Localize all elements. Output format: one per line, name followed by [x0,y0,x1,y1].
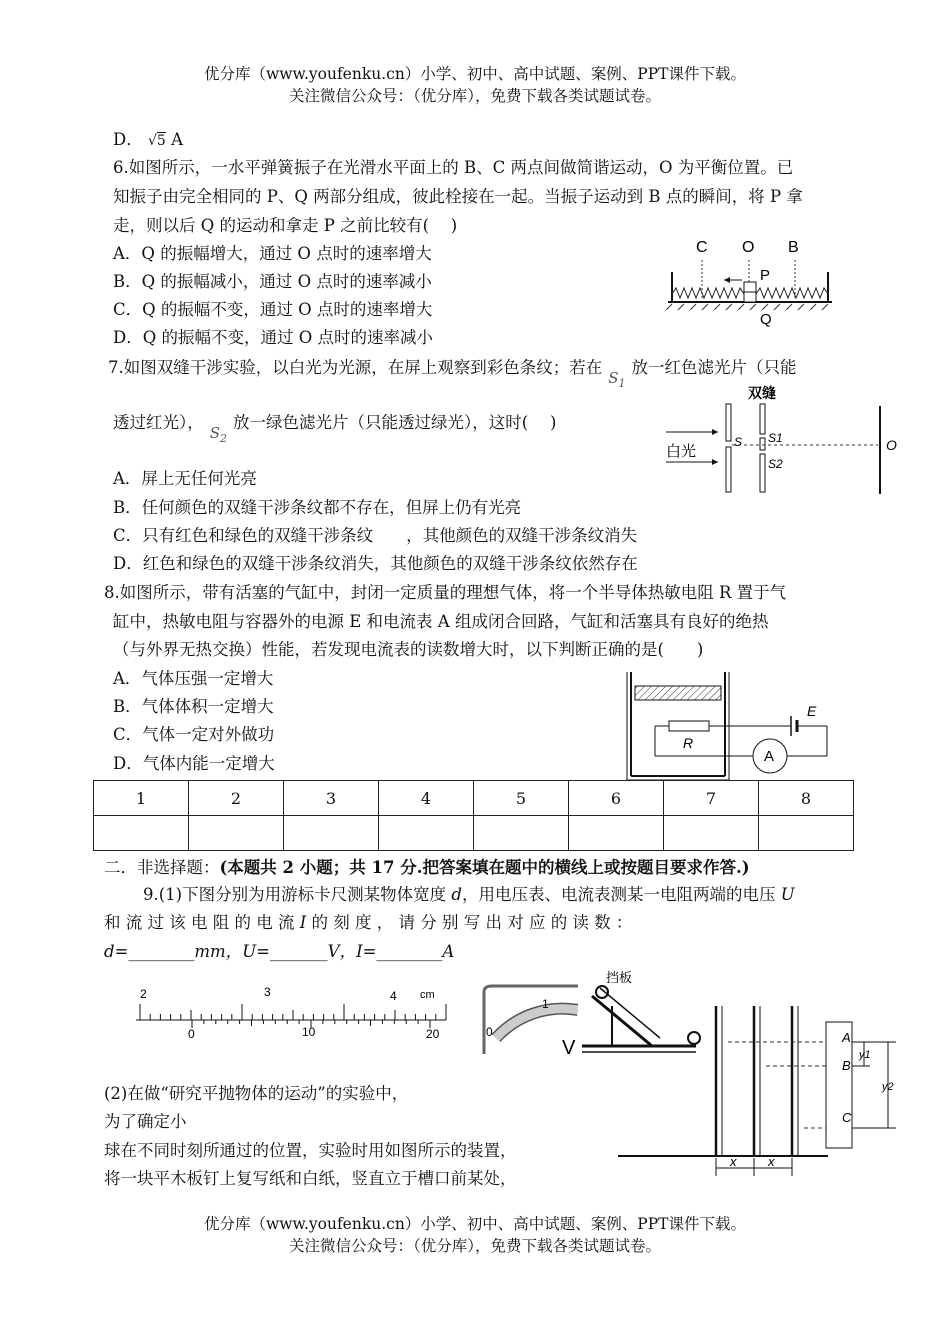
caliper-unit: cm [420,989,435,1001]
answer-cell[interactable] [379,816,474,851]
vernier-caliper-figure [130,978,450,1048]
q6-option-a[interactable]: A．Q 的振幅增大，通过 O 点时的速率增大 [113,244,432,263]
footer-line-1: 优分库（www.youfenku.cn）小学、初中、高中试题、案例、PPT课件下载。 [203,1215,747,1233]
q6-option-d[interactable]: D．Q 的振幅不变，通过 O 点时的速率减小 [113,328,434,347]
q7-option-c[interactable]: C．只有红色和绿色的双缝干涉条纹 ，其他颜色的双缝干涉条纹消失 [113,526,638,545]
s2-symbol [209,424,228,445]
q9-i: I [299,913,307,932]
q9-part2-line-2: 为了确定小 [104,1112,187,1131]
footer-line-2: 关注微信公众号：（优分库），免费下载各类试题试卷。 [288,1237,661,1255]
q6-option-c[interactable]: C．Q 的振幅不变，通过 O 点时的速率增大 [113,300,433,319]
label-point-a: A [842,1030,851,1045]
answer-table-header-row [94,781,854,816]
answer-cell[interactable] [189,816,284,851]
projectile-apparatus-figure [578,966,900,1176]
label-point-c: C [842,1110,852,1125]
meter-unit: V [562,1037,576,1054]
q8-option-a[interactable]: A．气体压强一定增大 [113,669,274,688]
caliper-main-label: 4 [390,989,397,1003]
q6-line-1: 6.如图所示，一水平弹簧振子在光滑水平面上的 B、C 两点间做简谐运动，O 为平衡位置。已 [113,158,794,177]
label-c: C [696,239,708,256]
answer-cell[interactable] [474,816,569,851]
label-s: S [734,435,743,449]
label-q: Q [760,311,772,328]
q9-u: U [780,885,795,904]
section-2-heading [104,854,750,882]
caliper-main-label: 2 [140,987,147,1001]
answer-number: 7 [664,781,759,816]
meter-label: 0 [486,1025,493,1039]
section-2-desc-a: (本题共 2 小题；共 [219,858,372,877]
block-p [744,282,756,292]
gas-cylinder-figure [625,670,835,780]
q9-d: d [451,885,462,904]
q7-line-1 [108,354,797,388]
q7-line-2a: 透过红光）， [113,413,204,432]
answer-table-blank-row [94,816,854,851]
label-baffle: 挡板 [606,970,633,985]
q6-line-2: 知振子由完全相同的 P、Q 两部分组成，彼此栓接在一起。当振子运动到 B 点的瞬间，将 P 拿 [113,187,803,206]
q6-option-b[interactable]: B．Q 的振幅减小，通过 O 点时的速率减小 [113,272,432,291]
label-screen-o: O [886,437,897,453]
answer-number: 5 [474,781,569,816]
header-line-1: 优分库（www.youfenku.cn）小学、初中、高中试题、案例、PPT课件下载。 [203,65,747,83]
caliper-vernier-label: 20 [426,1027,440,1041]
answer-number: 1 [94,781,189,816]
answer-cell[interactable] [94,816,189,851]
answer-cell[interactable] [664,816,759,851]
spring-oscillator-figure [660,232,845,332]
label-y1: y1 [859,1049,871,1061]
answer-cell[interactable] [569,816,664,851]
meter-label: 1 [542,997,549,1011]
label-s2: S2 [768,457,783,471]
q9-line-1 [143,881,795,909]
q7-line-1a: 7.如图双缝干涉实验，以白光为光源，在屏上观察到彩色条纹；若在 [108,358,603,377]
double-slit-figure [660,384,900,499]
s2-subscript: 2 [220,432,228,445]
q6-line-3: 走，则以后 Q 的运动和拿走 P 之前比较有( ) [113,216,458,235]
label-x2: x [768,1154,775,1169]
label-double-slit: 双缝 [748,385,776,401]
q9-part2-line-1: (2)在做“研究平抛物体的运动”的实验中， [104,1084,409,1103]
sqrt-symbol: √ [147,133,157,149]
q9-line-2a: 和 流 过 该 电 阻 的 电 流 [104,913,300,932]
q8-option-b[interactable]: B．气体体积一定增大 [113,697,274,716]
answer-table [93,780,854,851]
blank-i[interactable]: I=________A [356,942,455,961]
q7-option-b[interactable]: B．任何颜色的双缝干涉条纹都不存在，但屏上仍有光亮 [113,498,522,517]
label-y2: y2 [882,1081,894,1093]
q8-line-1: 8.如图所示，带有活塞的气缸中，封闭一定质量的理想气体，将一个半导体热敏电阻 R 置于气 [104,583,787,602]
q8-option-d[interactable]: D．气体内能一定增大 [113,754,275,773]
q5-option-d-label: D． [113,130,143,149]
label-point-b: B [842,1058,851,1073]
q8-option-c[interactable]: C．气体一定对外做功 [113,725,275,744]
q7-option-d[interactable]: D．红色和绿色的双缝干涉条纹消失，其他颜色的双缝干涉条纹依然存在 [113,554,638,573]
label-a: A [764,748,775,765]
block-q [744,292,756,302]
answer-number: 3 [284,781,379,816]
section-2-title: 二．非选择题： [104,858,220,877]
s2-letter: S [209,424,221,442]
answer-number: 4 [379,781,474,816]
caliper-vernier-label: 0 [188,1027,195,1041]
thermistor-r [669,721,709,731]
blank-u[interactable]: U=_______V， [242,942,357,961]
header-line-2: 关注微信公众号：（优分库），免费下载各类试题试卷。 [288,87,661,105]
answer-number: 6 [569,781,664,816]
answer-cell[interactable] [284,816,379,851]
q8-line-2: 缸中，热敏电阻与容器外的电源 E 和电流表 A 组成闭合回路，气缸和活塞具有良好的绝热 [113,612,769,631]
label-o: O [742,239,755,256]
q9-blanks [104,938,454,966]
q7-line-1b: 放一红色滤光片（只能 [631,358,797,377]
q9-line-2 [104,909,632,937]
caliper-vernier-label: 10 [302,1025,316,1039]
voltmeter-figure [478,982,578,1054]
answer-number: 2 [189,781,284,816]
s1-letter: S [608,369,619,387]
s1-subscript: 1 [618,377,626,390]
q9-line-1a: 9.(1)下图分别为用游标卡尺测某物体宽度 [143,885,452,904]
label-r: R [683,735,694,751]
q7-option-a[interactable]: A．屏上无任何光亮 [113,469,257,488]
caliper-main-label: 3 [264,985,271,999]
q5-option-d [113,126,183,155]
label-b: B [788,239,799,256]
label-p: P [760,267,771,284]
label-e: E [807,703,817,719]
piston [635,686,721,700]
q9-line-2b: 的 刻 度 ， 请 分 别 写 出 对 应 的 读 数 ： [306,913,633,932]
q5-radicand: 5 [156,133,166,149]
section-2-desc-b: 分.把答案填在题中的横线上或按题目要求作答.) [394,858,750,877]
q8-line-3: （与外界无热交换）性能，若发现电流表的读数增大时，以下判断正确的是( ) [113,640,704,659]
label-s1: S1 [768,431,783,445]
q9-part2-line-4: 将一块平木板钉上复写纸和白纸，竖直立于槽口前某处， [104,1169,517,1188]
q7-line-2b: 放一绿色滤光片（只能透过绿光），这时( ) [233,413,557,432]
blank-d[interactable]: d=________mm， [104,942,243,961]
s1-symbol [608,369,626,390]
label-x1: x [730,1154,737,1169]
answer-number: 8 [759,781,854,816]
q9-part2-line-3: 球在不同时刻所通过的位置，实验时用如图所示的装置， [104,1141,517,1160]
label-white-light: 白光 [666,443,697,460]
answer-cell[interactable] [759,816,854,851]
q5-unit: A [171,130,183,149]
q7-line-2 [113,409,556,443]
section-2-points: 17 [371,858,395,877]
q9-line-1b: ，用电压表、电流表测某一电阻两端的电压 [461,885,781,904]
